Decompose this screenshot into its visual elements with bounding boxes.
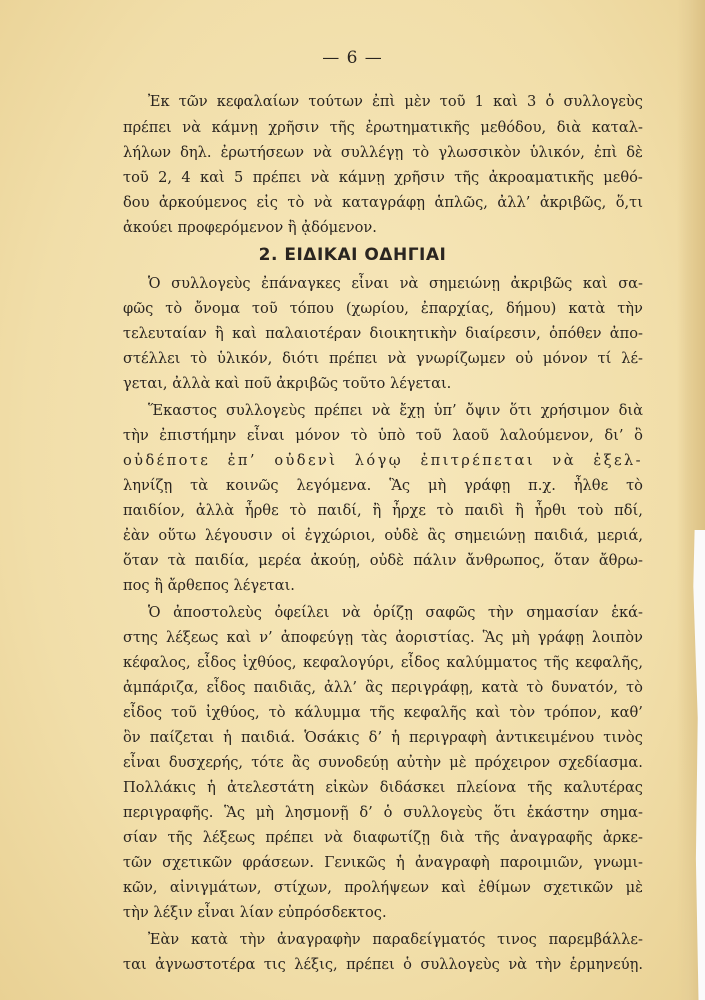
text-line: οὐδέποτε ἐπ’ οὐδενὶ λόγῳ ἐπιτρέπεται νὰ ἐξελ- — [123, 452, 643, 469]
text-line: ληνίζῃ τὰ κοινῶς λεγόμενα. Ἃς μὴ γράφῃ π.χ. ἦλθε τὸ — [123, 477, 643, 494]
text-line: Πολλάκις ἡ ἀτελεστάτη εἰκὼν διδάσκει πλείονα τῆς καλυτέρας — [123, 779, 643, 796]
text-line: Ὁ συλλογεὺς ἐπάναγκες εἶναι νὰ σημειώνῃ ἀκριβῶς καὶ σα- — [148, 275, 643, 292]
text-line: φῶς τὸ ὄνομα τοῦ τόπου (χωρίου, ἐπαρχίας, δήμου) κατὰ τὴν — [123, 300, 643, 317]
text-line: στης λέξεως καὶ ν’ ἀποφεύγῃ τὰς ἀοριστίας. Ἃς μὴ γράφῃ λοιπὸν — [123, 629, 643, 646]
text-line: ται ἀγνωστοτέρα τις λέξις, πρέπει ὁ συλλογεὺς νὰ τὴν ἑρμηνεύῃ. — [123, 956, 643, 973]
page-number: — 6 — — [322, 48, 383, 68]
text-line: ἀμπάριζα, εἶδος παιδιᾶς, ἀλλ’ ἂς περιγράφῃ, κατὰ τὸ δυνατόν, τὸ — [123, 679, 643, 696]
text-line: σίαν τῆς λέξεως πρέπει νὰ διαφωτίζῃ διὰ τῆς ἀναγραφῆς ἀρκε- — [123, 829, 643, 846]
text-line: κέφαλος, εἶδος ἰχθύος, κεφαλογύρι, εἶδος καλύμματος τῆς κεφαλῆς, — [123, 654, 643, 671]
text-line: πρέπει νὰ κάμνῃ χρῆσιν τῆς ἐρωτηματικῆς μεθόδου, διὰ καταλ- — [123, 119, 643, 136]
text-line: εἶδος τοῦ ἰχθύος, τὸ κάλυμμα τῆς κεφαλῆς καὶ τὸν τρόπον, καθ’ — [123, 704, 643, 721]
text-line: εἶναι δυσχερής, τότε ἂς συνοδεύῃ αὐτὴν μὲ πρόχειρον σχεδίασμα. — [123, 754, 643, 771]
text-line: λήλων δηλ. ἐρωτήσεων νὰ συλλέγῃ τὸ γλωσσικὸν ὑλικόν, ἐπὶ δὲ — [123, 144, 643, 161]
text-line: στέλλει τὸ ὑλικόν, διότι πρέπει νὰ γνωρίζωμεν οὐ μόνον τί λέ- — [123, 350, 643, 367]
text-line: δου ἀρκούμενος εἰς τὸ νὰ καταγράφῃ ἁπλῶς, ἀλλ’ ἀκριβῶς, ὅ,τι — [123, 194, 643, 211]
text-line: πος ἢ ἄρθεπος λέγεται. — [123, 577, 295, 594]
text-line: Ἐκ τῶν κεφαλαίων τούτων ἐπὶ μὲν τοῦ 1 καὶ 3 ὁ συλλογεὺς — [148, 93, 643, 110]
text-line: ἀκούει προφερόμενον ἢ ᾀδόμενον. — [123, 219, 377, 236]
text-line: τὴν ἐπιστήμην εἶναι μόνον τὸ ὑπὸ τοῦ λαοῦ λαλούμενον, δι’ ὃ — [123, 427, 643, 444]
text-line: ὅταν τὰ παιδία, μερέα ἀκούῃ, οὐδὲ πάλιν ἄνθρωπος, ὅταν ἄθρω- — [123, 552, 643, 569]
text-line: τοῦ 2, 4 καὶ 5 πρέπει νὰ κάμνῃ χρῆσιν τῆς ἀκροαματικῆς μεθό- — [123, 169, 643, 186]
text-line: Ὁ ἀποστολεὺς ὀφείλει νὰ ὁρίζῃ σαφῶς τὴν σημασίαν ἑκά- — [148, 604, 643, 621]
text-line: παιδίον, ἀλλὰ ἦρθε τὸ παιδί, ἢ ἦρχε τὸ παιδὶ ἢ ἦρθι τοὺ πδί, — [123, 502, 643, 519]
text-line: ἐὰν οὕτω λέγουσιν οἱ ἐγχώριοι, οὐδὲ ἂς σημειώνῃ παιδιά, μεριά, — [123, 527, 643, 544]
text-line: ὃν παίζεται ἡ παιδιά. Ὁσάκις δ’ ἡ περιγραφὴ ἀντικειμένου τινὸς — [123, 729, 643, 746]
text-line: τὴν λέξιν εἶναι λίαν εὐπρόσδεκτος. — [123, 904, 387, 921]
text-line: γεται, ἀλλὰ καὶ ποῦ ἀκριβῶς τοῦτο λέγεται. — [123, 375, 452, 392]
text-line: Ἕκαστος συλλογεὺς πρέπει νὰ ἔχῃ ὑπ’ ὄψιν ὅτι χρήσιμον διὰ — [148, 402, 643, 419]
text-line: περιγραφῆς. Ἃς μὴ λησμονῇ δ’ ὁ συλλογεὺς ὅτι ἑκάστην σημα- — [123, 804, 643, 821]
text-line: τῶν σχετικῶν φράσεων. Γενικῶς ἡ ἀναγραφὴ παροιμιῶν, γνωμι- — [123, 854, 643, 871]
text-line: κῶν, αἰνιγμάτων, στίχων, προλήψεων καὶ ἐθίμων σχετικῶν μὲ — [123, 879, 643, 896]
section-heading: 2. ΕΙΔΙΚΑΙ ΟΔΗΓΙΑΙ — [258, 245, 447, 265]
text-line: τελευταίαν ἢ καὶ παλαιοτέραν διοικητικὴν διαίρεσιν, ὁπόθεν ἀπο- — [123, 325, 643, 342]
text-line: Ἐὰν κατὰ τὴν ἀναγραφὴν παραδείγματός τινος παρεμβάλλε- — [148, 931, 643, 948]
